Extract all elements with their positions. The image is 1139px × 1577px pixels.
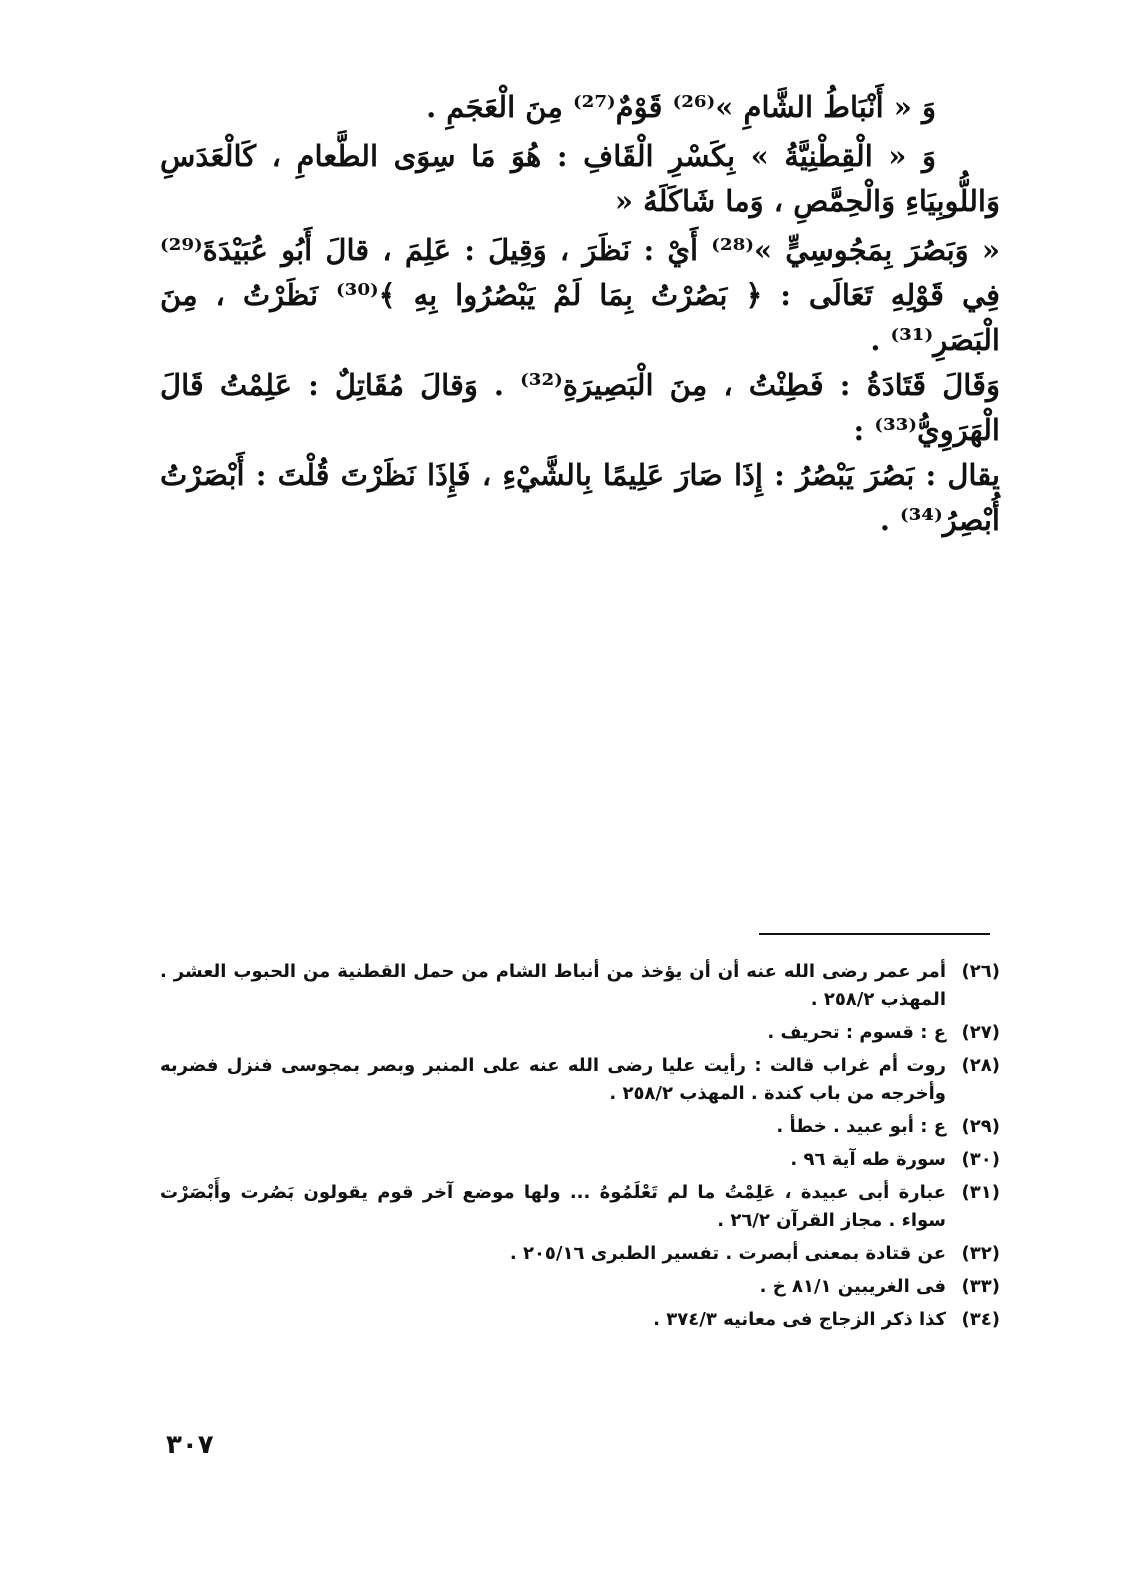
footnote-number: (٣٢)	[961, 1243, 1000, 1264]
footnote-number: (٢٧)	[961, 1022, 1000, 1043]
footnote-31	[160, 1179, 1000, 1235]
footnote-number: (٣٤)	[961, 1309, 1000, 1330]
footnote-text: عبارة أبى عبيدة ، عَلِمْتُ ما لم تَعْلَمُوهُ ... ولها موضع آخر قوم يقولون بَصُرت وأَبْصَرْت سواء . مجاز القرآن ٢٦/٢ .	[160, 1182, 946, 1231]
footnote-29	[160, 1113, 1000, 1141]
main-paragraph-5: يقال : بَصُرَ يَبْصُرُ : إِذَا صَارَ عَلِيمًا بِالشَّيْءِ ، فَإِذَا نَظَرْتَ قُلْتَ : أَبْصَرْتُ أُبْصِرُ⁽³⁴⁾ .	[160, 458, 1000, 537]
footnote-text: ع : قسوم : تحريف .	[767, 1022, 946, 1043]
footnote-number: (٣٠)	[961, 1149, 1000, 1170]
footnote-number: (٣٣)	[961, 1276, 1000, 1297]
page-number: ٣٠٧	[166, 1430, 214, 1460]
main-text	[160, 85, 1000, 543]
footnote-text: فى الغريبين ٨١/١ خ .	[759, 1276, 946, 1297]
footnote-text: أمر عمر رضى الله عنه أن أن يؤخذ من أنباط الشام من حمل القطنية من الحبوب العشر . المهذب ٢٥٨/٢ .	[160, 961, 946, 1010]
footnote-text: روت أم غراب قالت : رأيت عليا رضى الله عنه على المنبر وبصر بمجوسى فنزل فضربه وأخرجه من باب كندة . المهذب ٢٥٨/٢ .	[160, 1055, 946, 1104]
footnote-32	[160, 1240, 1000, 1268]
footnote-26	[160, 958, 1000, 1014]
footnote-number: (٣١)	[961, 1182, 1000, 1203]
footnote-separator-line	[759, 933, 990, 935]
footnote-27	[160, 1019, 1000, 1047]
footnote-text: سورة طه آية ٩٦ .	[790, 1149, 946, 1170]
footnote-33	[160, 1273, 1000, 1301]
footnote-number: (٢٦)	[961, 961, 1000, 982]
footnote-30	[160, 1146, 1000, 1174]
main-paragraph-3: « وَبَصُرَ بِمَجُوسِيٍّ »⁽²⁸⁾ أَيْ : نَظَرَ ، وَقِيلَ : عَلِمَ ، قالَ أَبُو عُبَيْدَةَ⁽²⁹⁾ فِي قَوْلِهِ تَعَالَى : ﴿ بَصُرْتُ بِمَا لَمْ يَبْصُرُوا بِهِ ﴾⁽³⁰⁾ نَظَرْتُ ، مِنَ الْبَصَرِ⁽³¹⁾ .	[160, 233, 1000, 357]
main-paragraph-2: وَ « الْقِطْنِيَّةُ » بِكَسْرِ الْقَافِ : هُوَ مَا سِوَى الطَّعامِ ، كَالْعَدَسِ وَاللُّوبِيَاءِ وَالْحِمَّصِ ، وَما شَاكَلَهُ «	[160, 139, 1000, 218]
footnotes	[160, 958, 1000, 1339]
footnote-number: (٢٨)	[961, 1055, 1000, 1076]
footnote-28	[160, 1052, 1000, 1108]
main-paragraph-1: وَ « أَنْبَاطُ الشَّامِ »⁽²⁶⁾ قَوْمٌ⁽²⁷⁾ مِنَ الْعَجَمِ .	[426, 90, 936, 124]
footnote-number: (٢٩)	[961, 1116, 1000, 1137]
footnote-text: ع : أبو عبيد . خطأ .	[776, 1116, 946, 1137]
footnote-34	[160, 1306, 1000, 1334]
footnote-text: كذا ذكر الزجاج فى معانيه ٣٧٤/٣ .	[653, 1309, 946, 1330]
main-paragraph-4: وَقَالَ قَتَادَةُ : فَطِنْتُ ، مِنَ الْبَصِيرَةِ⁽³²⁾ . وَقالَ مُقَاتِلٌ : عَلِمْتُ قَالَ الْهَرَوِيُّ⁽³³⁾ :	[160, 368, 1000, 447]
footnote-text: عن قتادة بمعنى أبصرت . تفسير الطبرى ٢٠٥/١٦ .	[509, 1243, 946, 1264]
